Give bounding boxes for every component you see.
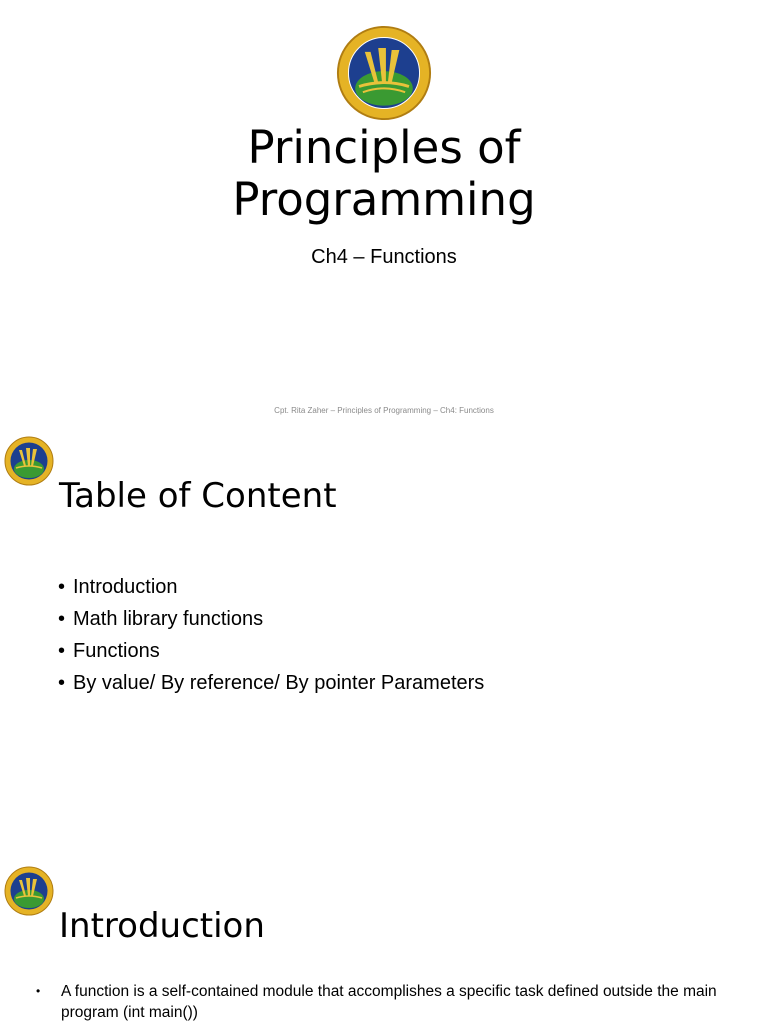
slide-title: Introduction [59,906,265,946]
list-item-label: By value/ By reference/ By pointer Parameters [73,672,485,694]
list-item-label: Functions [73,640,160,662]
university-seal-icon [4,866,54,916]
bullet-dot: • [58,672,66,694]
presentation-subtitle: Ch4 – Functions [311,246,457,268]
bullet-dot: • [58,608,66,630]
presentation-title [0,122,768,226]
intro-list [36,981,756,1023]
list-item [58,603,484,635]
title-slide [0,0,768,430]
list-item-text: A function is a self-contained module that accomplishes a specific task defined outside the main program (int main()) [61,983,717,1021]
university-seal-icon [336,25,432,121]
toc-list [58,571,484,699]
toc-slide [0,430,768,860]
slide-footer: Cpt. Rita Zaher – Principles of Programming – Ch4: Functions [274,406,494,415]
list-item-label: Introduction [73,576,178,598]
title-line-1: Principles of [247,121,521,174]
list-item-label: Math library functions [73,608,264,630]
bullet-dot: • [58,576,66,598]
title-line-2: Programming [232,173,536,226]
bullet-dot: • [58,640,66,662]
bullet-dot: • [36,984,41,998]
university-seal-icon [4,436,54,486]
introduction-slide [0,860,768,1024]
list-item [58,571,484,603]
list-item [58,635,484,667]
list-item [36,981,756,1023]
slide-title: Table of Content [59,476,337,516]
list-item [58,667,484,699]
